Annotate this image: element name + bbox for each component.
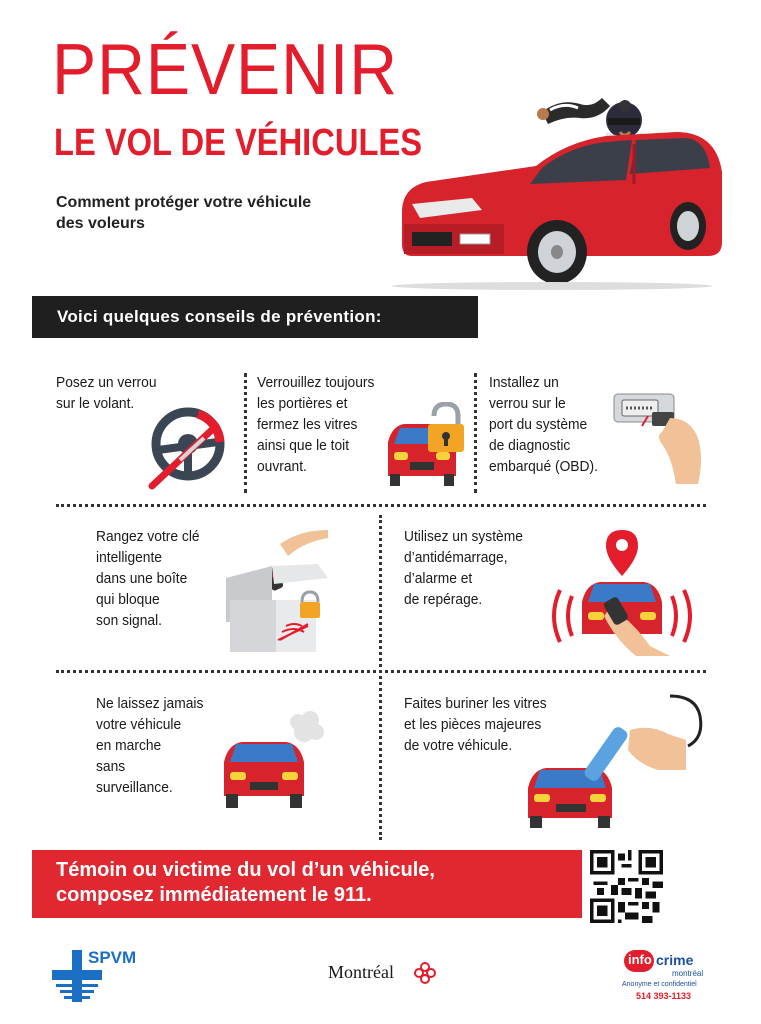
- tip-line: de diagnostic: [489, 437, 571, 454]
- infocrime-crime: crime: [656, 952, 694, 968]
- tip-line: en marche: [96, 737, 162, 754]
- signal-blocking-box-icon: [218, 528, 338, 658]
- tip-line: votre véhicule: [96, 716, 182, 733]
- divider: [379, 515, 382, 840]
- tip-line: surveillance.: [96, 779, 173, 796]
- subtitle-line: Comment protéger votre véhicule: [56, 194, 312, 211]
- gps-alarm-car-icon: [548, 526, 698, 658]
- divider: [244, 373, 247, 493]
- tip-line: Utilisez un système: [404, 528, 523, 545]
- poster-title: PRÉVENIR: [52, 30, 399, 110]
- divider: [56, 504, 706, 507]
- tip-line: Verrouillez toujours: [257, 374, 375, 391]
- tip-line: ouvrant.: [257, 458, 307, 475]
- spvm-logo: [52, 950, 162, 1002]
- tip-line: et les pièces majeures: [404, 716, 542, 733]
- etching-pen-car-icon: [520, 690, 710, 830]
- infocrime-phone: 514 393-1133: [636, 991, 692, 1001]
- tip-line: Posez un verrou: [56, 374, 157, 391]
- car-thief-illustration: [392, 92, 722, 290]
- tip-line: Ne laissez jamais: [96, 695, 204, 712]
- tip-line: qui bloque: [96, 591, 160, 608]
- section-bar-label: Voici quelques conseils de prévention:: [57, 307, 382, 326]
- tip-line: port du système: [489, 416, 588, 433]
- tip-line: de repérage.: [404, 591, 483, 608]
- car-padlock-icon: [380, 402, 470, 490]
- obd-port-icon: [612, 388, 708, 488]
- tip-line: sans: [96, 758, 126, 775]
- tip-line: les portières et: [257, 395, 348, 412]
- emergency-line: composez immédiatement le 911.: [56, 884, 372, 906]
- infocrime-logo: [612, 950, 716, 1010]
- running-car-icon: [218, 708, 328, 812]
- tip-line: ainsi que le toit: [257, 437, 350, 454]
- montreal-logo: [328, 962, 448, 988]
- infocrime-city: montréal: [672, 969, 704, 978]
- tip-line: Installez un: [489, 374, 559, 391]
- tip-obd-lock: [489, 372, 598, 477]
- infocrime-info: info: [628, 952, 652, 967]
- montreal-rosace-icon: [414, 962, 436, 984]
- subtitle-line: des voleurs: [56, 215, 145, 232]
- montreal-label: Montréal: [328, 962, 394, 982]
- qr-code[interactable]: [590, 850, 663, 923]
- tip-line: embarqué (OBD).: [489, 458, 598, 475]
- divider: [56, 670, 706, 673]
- tip-line: Faites buriner les vitres: [404, 695, 547, 712]
- emergency-banner-text: [56, 858, 576, 908]
- infocrime-tagline: Anonyme et confidentiel: [622, 981, 697, 988]
- emergency-line: Témoin ou victime du vol d’un véhicule,: [56, 859, 435, 881]
- tip-line: de votre véhicule.: [404, 737, 513, 754]
- tip-lock-doors: [257, 372, 374, 477]
- spvm-label: SPVM: [88, 948, 137, 967]
- tip-line: fermez les vitres: [257, 416, 358, 433]
- tip-line: Rangez votre clé: [96, 528, 200, 545]
- tip-never-leave-running: [96, 693, 203, 798]
- tip-line: d’alarme et: [404, 570, 473, 587]
- tip-steering-lock: [56, 372, 156, 414]
- poster-subtitle: [56, 192, 366, 234]
- tip-line: son signal.: [96, 612, 162, 629]
- poster-title-subline: LE VOL DE VÉHICULES: [54, 122, 423, 164]
- tip-line: intelligente: [96, 549, 162, 566]
- tip-line: d’antidémarrage,: [404, 549, 508, 566]
- tip-line: sur le volant.: [56, 395, 135, 412]
- tip-line: dans une boîte: [96, 570, 188, 587]
- steering-lock-icon: [146, 402, 236, 492]
- divider: [474, 373, 477, 493]
- tip-immobilizer-alarm: [404, 526, 523, 610]
- tip-line: verrou sur le: [489, 395, 566, 412]
- tip-smart-key-box: [96, 526, 200, 631]
